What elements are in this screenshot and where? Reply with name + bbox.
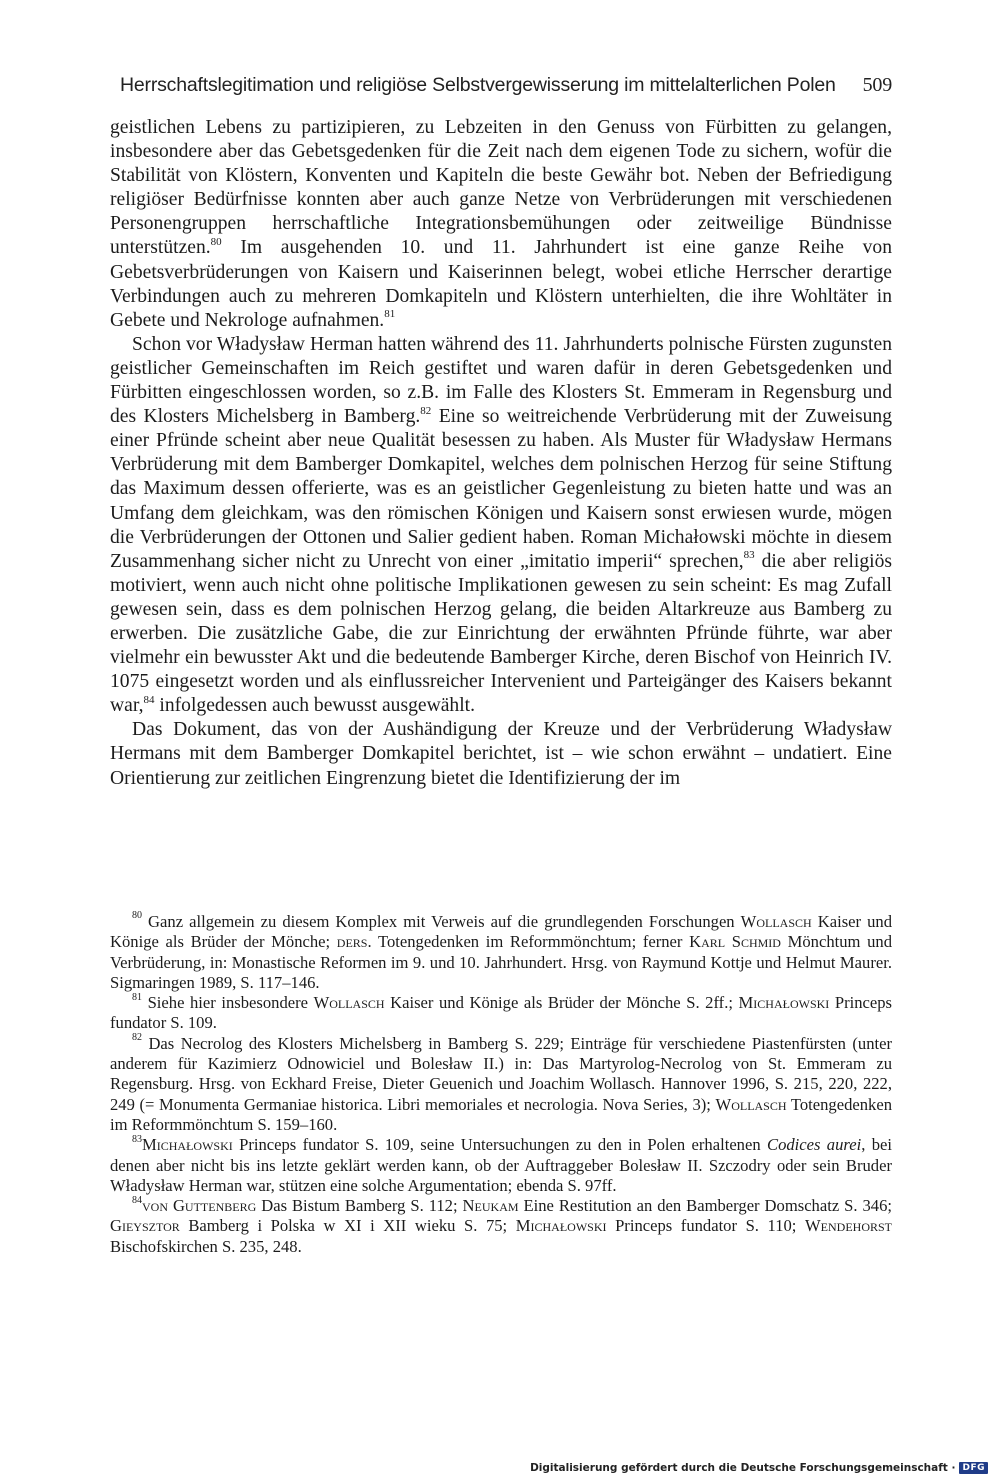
footnote-text: Das Bistum Bamberg S. 112; bbox=[256, 1196, 463, 1216]
author-name: Wendehorst bbox=[805, 1216, 892, 1236]
footnote-text: Totengedenken im Reformmönchtum S. 159–160. bbox=[110, 1094, 892, 1134]
footnote-number: 82 bbox=[132, 1032, 142, 1044]
footnote-84 bbox=[110, 1196, 892, 1257]
author-name: Michałowski bbox=[738, 993, 830, 1013]
paragraph-2-part-a: Schon vor Władysław Herman hatten während des 11. Jahrhunderts polnische Fürsten zugunsten geistlicher Gemeinschaften im Reich gestiftet und waren dafür in deren Gebetsgedenken und Fürbitten eingeschlossen worden, so z.B. im Falle des Klosters St. Emmeram in Regensburg und des Klosters Michelsberg in Bamberg. bbox=[110, 333, 892, 428]
footnote-text: Bamberg i Polska w XI i XII wieku S. 75; bbox=[179, 1216, 516, 1236]
paragraph-3: Das Dokument, das von der Aushändigung der Kreuze und der Verbrüderung Władysław Hermans mit dem Bamberger Domkapitel berichtet, ist – wie schon erwähnt – undatiert. Eine Orientierung zur zeitlichen Eingrenzung bietet die Identifizierung der im bbox=[110, 719, 892, 789]
footnote-number: 83 bbox=[132, 1133, 142, 1145]
author-name: Wollasch bbox=[313, 993, 385, 1013]
running-title: Herrschaftslegitimation und religiöse Selbstvergewisserung im mittelalterlichen Polen bbox=[120, 74, 836, 96]
paragraph-1-part-b: Im ausgehenden 10. und 11. Jahrhundert ist eine ganze Reihe von Gebetsverbrüderungen von Kaisern und Kaiserinnen belegt, wobei etliche Herrscher derartige Verbindungen auch zu mehreren Domkapiteln und Klöstern unterhielten, die ihre Wohltäter in Gebete und Nekrologe aufnahmen. bbox=[110, 237, 892, 331]
main-text bbox=[110, 116, 892, 791]
author-name: Gieysztor bbox=[110, 1216, 180, 1236]
paragraph-2-part-b: Eine so weitreichende Verbrüderung mit der Zuweisung einer Pfründe scheint aber neue Qualität besessen zu haben. Als Muster für Władysław Hermans Verbrüderung mit dem Bamberger Domkapitel, welches dem polnischen Herzog für seine Stiftung das Maximum dessen offerierte, was es an geistlicher Gegenleistung zu bieten hatte und was an Umfang dem gleichkam, was den römischen Königen und Kaisern sonst erwiesen wurde, mögen die Verbrüderungen der Ottonen und Salier gedient haben. Roman Michałowski möchte in diesem Zusammenhang sicher nicht zu Unrecht von einer „imitatio imperii“ sprechen, bbox=[110, 406, 892, 572]
footnote-text: Eine Restitution an den Bamberger Domschatz S. 346; bbox=[518, 1196, 892, 1216]
footnote-81 bbox=[110, 993, 892, 1034]
page-number: 509 bbox=[862, 74, 892, 96]
paragraph-2-part-c: die aber religiös motiviert, wenn auch nicht ohne politische Implikationen gewesen zu sein scheint: Es mag Zufall gewesen sein, dass es dem polnischen Herzog gelang, die beiden Altarkreuze aus Bamberg zu erwerben. Die zusätzliche Gabe, die zur Einrichtung der erwähnten Pfründe führte, war aber vielmehr ein bewusster Akt und die bedeutende Bamberger Kirche, deren Bischof von Heinrich IV. 1075 eingesetzt worden und als einflussreicher Intervenient und Parteigänger des Kaisers bekannt war, bbox=[110, 550, 892, 717]
paragraph-2-part-d: infolgedessen auch bewusst ausgewählt. bbox=[154, 695, 475, 717]
paragraph-1 bbox=[110, 116, 892, 333]
author-name: Michałowski bbox=[515, 1216, 607, 1236]
footnote-ref-84[interactable]: 84 bbox=[143, 693, 155, 706]
footnote-ref-82[interactable]: 82 bbox=[420, 404, 432, 417]
footnote-number: 84 bbox=[132, 1194, 142, 1206]
credit-text: Digitalisierung gefördert durch die Deutsche Forschungsgemeinschaft · bbox=[530, 1462, 956, 1474]
author-name: von Guttenberg bbox=[142, 1196, 257, 1216]
digitization-credit bbox=[530, 1462, 988, 1474]
footnote-83 bbox=[110, 1135, 892, 1196]
dfg-logo-icon: DFG bbox=[959, 1462, 988, 1474]
footnote-text: Kaiser und Könige als Brüder der Mönche; bbox=[110, 912, 892, 952]
footnote-text: Princeps fundator S. 109, seine Untersuchungen zu den in Polen erhaltenen bbox=[232, 1135, 767, 1155]
footnote-text: Kaiser und Könige als Brüder der Mönche S. 2ff.; bbox=[384, 993, 739, 1013]
paragraph-1-part-a: geistlichen Lebens zu partizipieren, zu Lebzeiten in den Genuss von Fürbitten zu gelangen, insbesondere aber das Gebetsgedenken für die Zeit nach dem eigenen Tode zu sichern, wofür die Stabilität von Klöstern, Konventen und Kapiteln die beste Gewähr bot. Neben der Befriedigung religiöser Bedürfnisse konnten aber auch ganze Netze von Verbrüderungen mit verschiedenen Personengruppen herrschaftliche Integrationsbemühungen oder zeitweilige Bündnisse unterstützen. bbox=[110, 117, 892, 259]
italic-title: Codices aurei bbox=[767, 1135, 862, 1155]
paragraph-2 bbox=[110, 333, 892, 719]
footnote-text: Princeps fundator S. 110; bbox=[606, 1216, 805, 1236]
author-name: Karl Schmid bbox=[689, 932, 781, 952]
footnote-ref-83[interactable]: 83 bbox=[743, 549, 755, 562]
footnote-text: Siehe hier insbesondere bbox=[142, 993, 314, 1013]
footnote-number: 81 bbox=[132, 991, 142, 1003]
footnote-text: Bischofskirchen S. 235, 248. bbox=[110, 1236, 302, 1256]
author-name: Michałowski bbox=[142, 1135, 233, 1155]
author-name: Neukam bbox=[462, 1196, 519, 1216]
footnote-text: Das Necrolog des Klosters Michelsberg in Bamberg S. 229; Einträge für verschiedene Piastenfürsten (unter anderem für Kazimierz Odnowiciel und Bolesław II.) in: Das Martyrolog-Necrolog von St. Emmeram zu Regensburg. Hrsg. von Eckhard Freise, Dieter Geuenich und Joachim Wollasch. Hannover 1996, S. 215, 220, 222, 249 (= Monumenta Germaniae historica. Libri memoriales et necrologia. Nova Series, 3); bbox=[110, 1033, 892, 1114]
footnote-number: 80 bbox=[132, 910, 142, 922]
footnote-80 bbox=[110, 912, 892, 993]
footnote-text: Ganz allgemein zu diesem Komplex mit Verweis auf die grundlegenden Forschungen bbox=[142, 912, 741, 931]
author-name: ders. bbox=[336, 932, 372, 952]
footnote-text: Mönchtum und Verbrüderung, in: Monastische Reformen im 9. und 10. Jahrhundert. Hrsg. von Raymund Kottje und Helmut Maurer. Sigmaringen 1989, S. 117–146. bbox=[110, 932, 893, 992]
footnote-82 bbox=[110, 1034, 892, 1135]
footnote-ref-81[interactable]: 81 bbox=[384, 308, 396, 321]
footnote-text: Totengedenken im Reformmönchtum; ferner bbox=[371, 932, 690, 952]
footnote-text: Princeps fundator S. 109. bbox=[110, 993, 892, 1033]
footnote-ref-80[interactable]: 80 bbox=[210, 235, 222, 248]
author-name: Wollasch bbox=[740, 912, 812, 931]
footnote-text: , bei denen aber nicht bis ins letzte geklärt werden kann, ob der Auftraggeber Bolesław II. Szczodry oder sein Bruder Władysław Herman war, stützen eine solche Argumentation; ebenda S. 97ff. bbox=[110, 1135, 893, 1195]
running-header bbox=[120, 74, 892, 97]
footnotes bbox=[110, 912, 892, 1257]
author-name: Wollasch bbox=[715, 1094, 787, 1114]
